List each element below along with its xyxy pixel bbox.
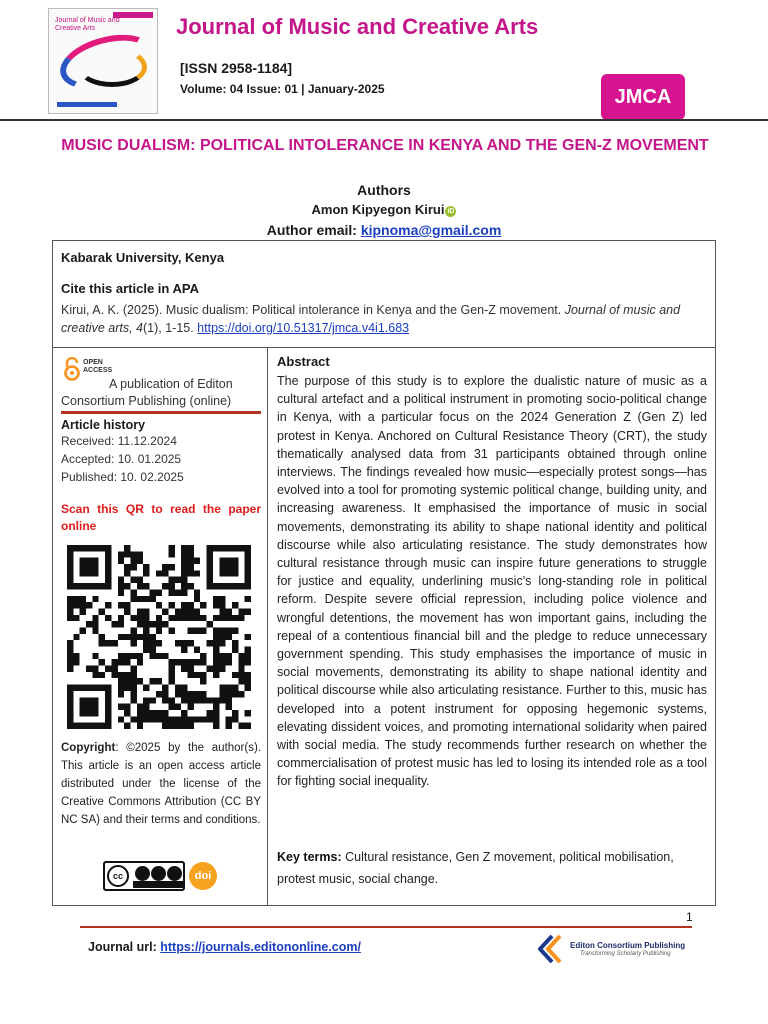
qr-code-icon[interactable] xyxy=(67,543,251,731)
journal-header xyxy=(0,0,768,120)
cc-license-icon[interactable] xyxy=(103,861,185,891)
journal-url xyxy=(88,940,361,954)
box-divider-horizontal xyxy=(53,347,715,348)
footer-divider xyxy=(80,926,692,928)
article-info-box xyxy=(52,240,716,906)
cc-label: cc xyxy=(107,865,129,887)
journal-title: Journal of Music and Creative Arts xyxy=(176,14,539,39)
published-date: Published: 10. 02.2025 xyxy=(61,470,184,484)
key-terms-text: Cultural resistance, Gen Z movement, political mobilisation, protest music, social change. xyxy=(277,850,674,886)
author-email-label: Author email: xyxy=(266,222,361,238)
author-email-link[interactable]: kipnoma@gmail.com xyxy=(360,222,502,238)
cover-title: Journal of Music and Creative Arts xyxy=(55,17,120,32)
key-terms-label: Key terms: xyxy=(277,850,342,864)
page-number: 1 xyxy=(686,910,693,924)
citation-journal: Journal of music and creative arts, 4 xyxy=(61,303,681,335)
copyright-label: Copyright xyxy=(61,742,116,754)
article-history-heading: Article history xyxy=(61,418,146,432)
journal-url-link[interactable]: https://journals.editononline.com/ xyxy=(160,940,361,954)
journal-cover-image xyxy=(48,8,158,114)
received-date: Received: 11.12.2024 xyxy=(61,434,177,448)
publisher-note xyxy=(61,376,261,410)
abstract-heading: Abstract xyxy=(277,354,330,369)
sidebar-rule xyxy=(61,411,261,414)
accepted-date: Accepted: 10. 01.2025 xyxy=(61,452,182,466)
publisher-logo-text: Editon Consortium Publishing xyxy=(570,941,686,950)
author-name xyxy=(0,202,768,217)
abstract-body: The purpose of this study is to explore the dualistic nature of music as a cultural artefact and a political instrument in promoting socio-political change in Kenya, with a particular focus on the 2024 Generation Z (Gen Z) led protest in Kenya. Anchored on Cultural Resistance Theory (CRT), the study thematically analysed data from 31 participants obtained through online interviews. The findings revealed how music—especially protest songs—has evolved into a tool for promoting systemic political change, building unity, and increasing awareness. It emphasised the importance of music in social movements, demonstrating its ability to shape national identity and political discourse while also articulating resistance. The study demonstrates how cultural resistance through music can inspire future generations to struggle for justice and equality, underlining music's long-standing role in political reform. Despite severe official repression, including police violence and wrongful detentions, the movement has won important gains, including the repeal of a contentious financial bill and the pledge to reduce unnecessary government spending. This study emphasises the importance of music in social movements, demonstrating its ability to shape national identity and political discourse while also articulating resistance. Further to this, music has developed into a potent instrument for opposing hegemonic systems, elevating dissident voices, and promoting international solidarity when paired with social media. The study recommends further research on whether the commercialisation of protest music has led to losing its intended role as a tool for fighting social inequality. xyxy=(277,374,707,789)
author-name-text: Amon Kipyegon Kirui xyxy=(311,202,445,217)
volume-issue: Volume: 04 Issue: 01 | January-2025 xyxy=(180,82,385,96)
orcid-icon[interactable]: iD xyxy=(447,208,455,215)
jmca-badge: JMCA xyxy=(601,74,685,120)
scan-qr-note: Scan this QR to read the paper online xyxy=(61,502,261,533)
key-terms xyxy=(277,846,707,890)
citation-text: Kirui, A. K. (2025). Music dualism: Political intolerance in Kenya and the Gen-Z movement. xyxy=(61,303,565,317)
cite-heading: Cite this article in APA xyxy=(61,281,199,296)
doi-link[interactable]: https://doi.org/10.51317/jmca.v4i1.683 xyxy=(197,321,410,335)
doi-icon[interactable]: doi xyxy=(189,862,217,890)
issn: [ISSN 2958-1184] xyxy=(180,60,293,76)
citation-issue: (1), 1-15. xyxy=(142,321,198,335)
copyright-notice xyxy=(61,739,261,829)
copyright-text: : ©2025 by the author(s). This article is an open access article distributed under the license of the Creative Commons Attribution (CC BY NC SA) and their terms and conditions. xyxy=(61,742,261,826)
journal-url-label: Journal url: xyxy=(88,940,161,954)
publisher-note-text: A publication of Editon Consortium Publishing (online) xyxy=(61,377,233,408)
author-email xyxy=(0,222,768,238)
open-access-text: OPEN ACCESS xyxy=(83,359,113,374)
header-divider xyxy=(0,119,768,121)
affiliation: Kabarak University, Kenya xyxy=(61,250,225,265)
open-access-label xyxy=(83,359,112,375)
citation xyxy=(61,301,709,337)
authors-heading: Authors xyxy=(357,182,411,198)
publisher-logo-tagline: Transforming Scholarly Publishing xyxy=(580,951,671,957)
box-divider-vertical xyxy=(267,347,268,905)
paper-title: MUSIC DUALISM: POLITICAL INTOLERANCE IN KENYA AND THE GEN-Z MOVEMENT xyxy=(61,137,709,154)
